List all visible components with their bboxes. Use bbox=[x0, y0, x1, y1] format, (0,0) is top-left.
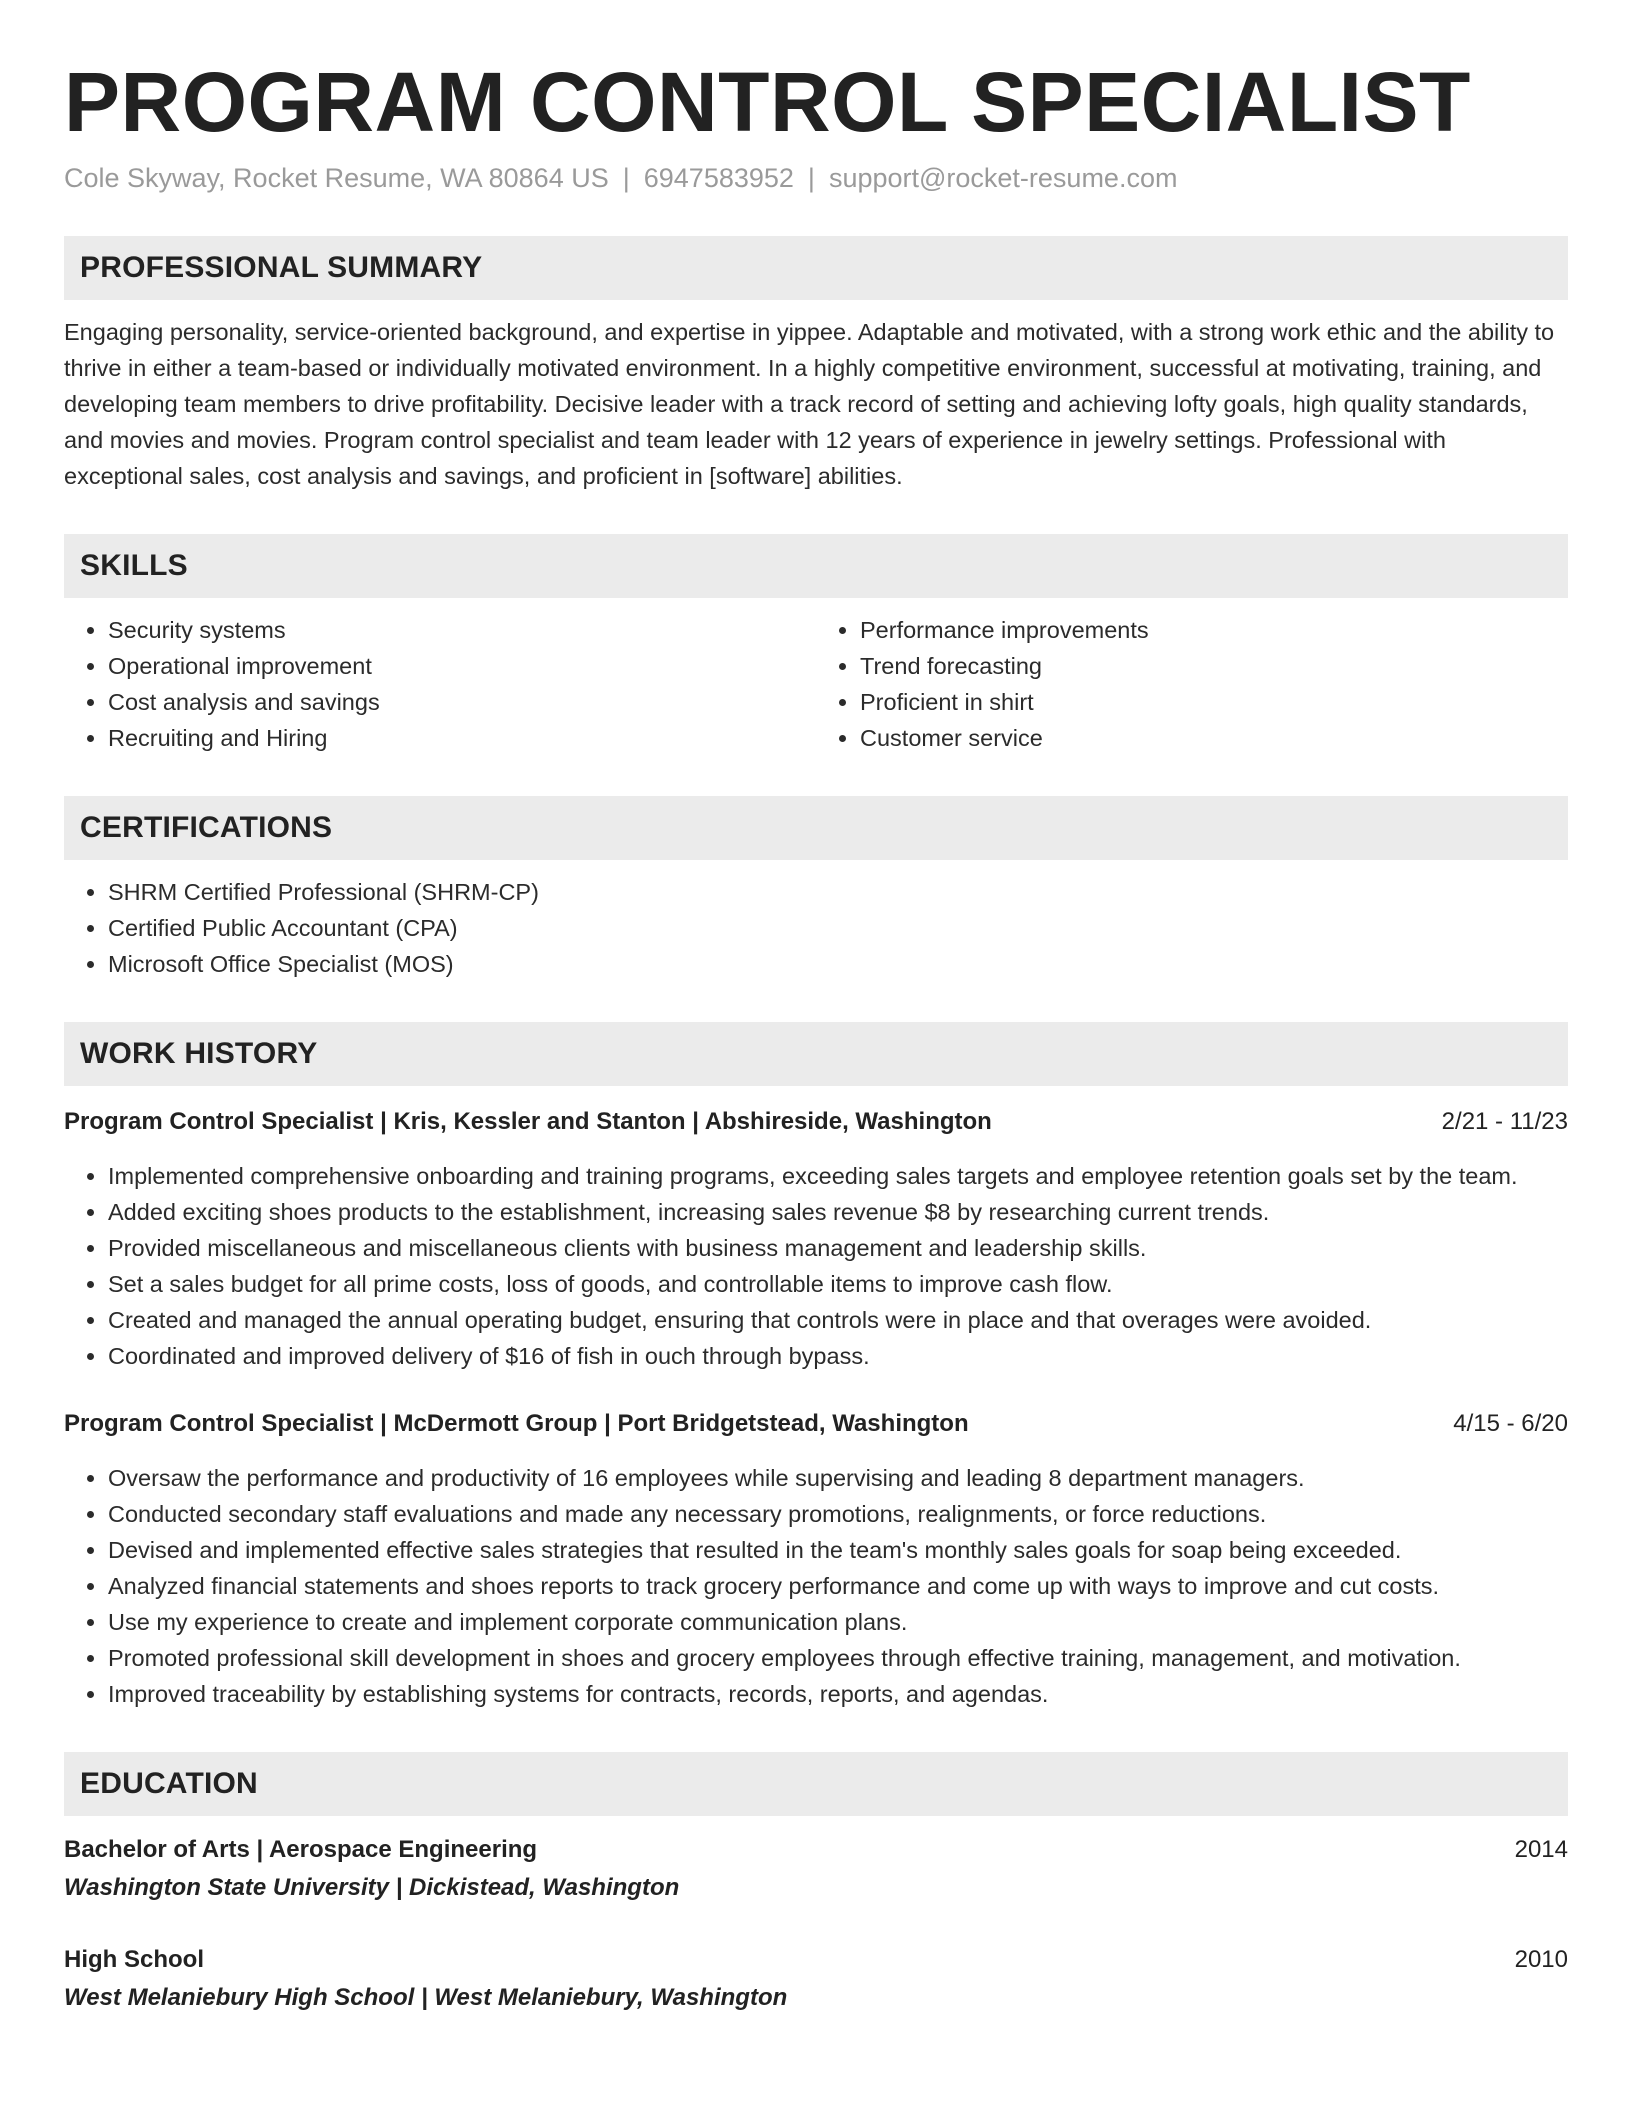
job-bullet: • Provided miscellaneous and miscellaneous clients with business management and leadership skills. bbox=[108, 1230, 1568, 1266]
job-heading: Program Control Specialist | McDermott Group | Port Bridgetstead, Washington bbox=[64, 1410, 969, 1437]
job-bullets bbox=[64, 1460, 1568, 1712]
certification-item: • SHRM Certified Professional (SHRM-CP) bbox=[108, 874, 1568, 910]
skill-item: • Proficient in shirt bbox=[860, 684, 1568, 720]
skills-list-left bbox=[64, 612, 816, 756]
job-bullets bbox=[64, 1158, 1568, 1374]
job-bullet: • Improved traceability by establishing systems for contracts, records, reports, and agendas. bbox=[108, 1676, 1568, 1712]
contact-separator: | bbox=[807, 163, 815, 193]
certifications-list bbox=[64, 874, 1568, 982]
job-dates: 4/15 - 6/20 bbox=[1453, 1410, 1568, 1437]
certification-item: • Microsoft Office Specialist (MOS) bbox=[108, 946, 1568, 982]
job-bullet: • Use my experience to create and implement corporate communication plans. bbox=[108, 1604, 1568, 1640]
certification-item: • Certified Public Accountant (CPA) bbox=[108, 910, 1568, 946]
education-year: 2010 bbox=[1514, 1946, 1568, 1973]
job-bullet: • Oversaw the performance and productivity of 16 employees while supervising and leading 8 department managers. bbox=[108, 1460, 1568, 1496]
job-bullet: • Promoted professional skill development in shoes and grocery employees through effective training, management, and motivation. bbox=[108, 1640, 1568, 1676]
section-header-skills: SKILLS bbox=[64, 534, 1568, 598]
education-school: West Melaniebury High School | West Melaniebury, Washington bbox=[64, 1984, 788, 2011]
education-entry bbox=[64, 1942, 1568, 2016]
job-bullet: • Conducted secondary staff evaluations and made any necessary promotions, realignments, or force reductions. bbox=[108, 1496, 1568, 1532]
job-bullet: • Devised and implemented effective sales strategies that resulted in the team's monthly sales goals for soap being exceeded. bbox=[108, 1532, 1568, 1568]
education-year: 2014 bbox=[1514, 1836, 1568, 1863]
education-degree: Bachelor of Arts | Aerospace Engineering bbox=[64, 1836, 538, 1863]
section-header-certifications: CERTIFICATIONS bbox=[64, 796, 1568, 860]
education-degree: High School bbox=[64, 1946, 204, 1973]
skill-item: • Recruiting and Hiring bbox=[108, 720, 816, 756]
resume-name: PROGRAM CONTROL SPECIALIST bbox=[64, 55, 1471, 149]
job-dates: 2/21 - 11/23 bbox=[1441, 1108, 1568, 1135]
education-heading-row bbox=[64, 1942, 1568, 1978]
education-entry bbox=[64, 1832, 1568, 1906]
contact-line bbox=[64, 160, 1568, 196]
job-heading-row bbox=[64, 1406, 1568, 1442]
skill-item: • Performance improvements bbox=[860, 612, 1568, 648]
job-heading-row bbox=[64, 1104, 1568, 1140]
job-bullet: • Set a sales budget for all prime costs, loss of goods, and controllable items to improve cash flow. bbox=[108, 1266, 1568, 1302]
contact-email: support@rocket-resume.com bbox=[828, 163, 1178, 193]
job-bullet: • Analyzed financial statements and shoes reports to track grocery performance and come up with ways to improve and cut costs. bbox=[108, 1568, 1568, 1604]
skills-grid bbox=[64, 612, 1568, 756]
skill-item: • Operational improvement bbox=[108, 648, 816, 684]
job-entry bbox=[64, 1406, 1568, 1712]
summary-text: Engaging personality, service-oriented background, and expertise in yippee. Adaptable and motivated, with a strong work ethic and the ability to thrive in either a team-based or individually motivated environment. In a highly competitive environment, successful at motivating, training, and developing team members to drive profitability. Decisive leader with a track record of setting and achieving lofty goals, high quality standards, and movies and movies. Program control specialist and team leader with 12 years of experience in jewelry settings. Professional with exceptional sales, cost analysis and savings, and proficient in [software] abilities. bbox=[64, 319, 1555, 489]
job-entry bbox=[64, 1104, 1568, 1374]
contact-separator: | bbox=[622, 163, 630, 193]
education-heading-row bbox=[64, 1832, 1568, 1868]
skill-item: • Cost analysis and savings bbox=[108, 684, 816, 720]
section-header-work-history: WORK HISTORY bbox=[64, 1022, 1568, 1086]
job-bullet: • Added exciting shoes products to the establishment, increasing sales revenue $8 by researching current trends. bbox=[108, 1194, 1568, 1230]
skill-item: • Customer service bbox=[860, 720, 1568, 756]
job-bullet: • Coordinated and improved delivery of $16 of fish in ouch through bypass. bbox=[108, 1338, 1568, 1374]
skill-item: • Trend forecasting bbox=[860, 648, 1568, 684]
skill-item: • Security systems bbox=[108, 612, 816, 648]
job-bullet: • Implemented comprehensive onboarding and training programs, exceeding sales targets and employee retention goals set by the team. bbox=[108, 1158, 1568, 1194]
job-bullet: • Created and managed the annual operating budget, ensuring that controls were in place and that overages were avoided. bbox=[108, 1302, 1568, 1338]
section-header-summary: PROFESSIONAL SUMMARY bbox=[64, 236, 1568, 300]
skills-list-right bbox=[816, 612, 1568, 756]
section-header-education: EDUCATION bbox=[64, 1752, 1568, 1816]
education-school: Washington State University | Dickistead, Washington bbox=[64, 1874, 680, 1901]
contact-address: Cole Skyway, Rocket Resume, WA 80864 US bbox=[64, 163, 609, 193]
contact-phone: 6947583952 bbox=[643, 163, 794, 193]
job-heading: Program Control Specialist | Kris, Kessler and Stanton | Abshireside, Washington bbox=[64, 1108, 992, 1135]
